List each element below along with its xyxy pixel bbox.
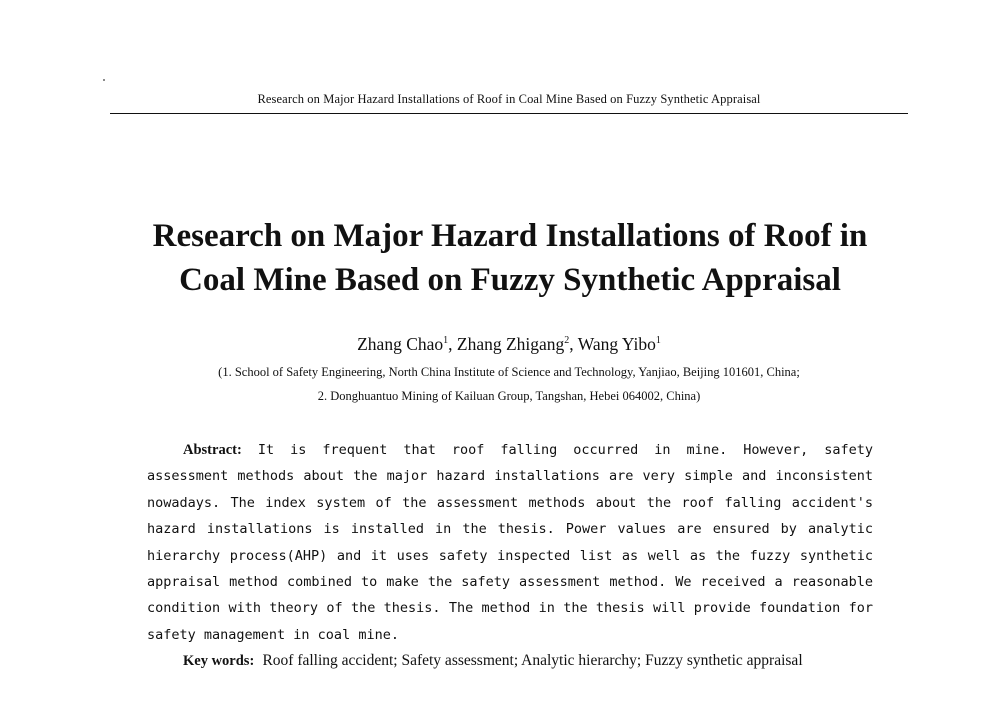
abstract-label: Abstract: — [183, 442, 242, 458]
paper-title — [60, 214, 960, 302]
author-separator: , — [569, 334, 578, 354]
author-name: Zhang Zhigang — [456, 334, 565, 354]
abstract-paragraph — [147, 437, 873, 648]
running-header: Research on Major Hazard Installations of Roof in Coal Mine Based on Fuzzy Synthetic Appraisal — [257, 92, 761, 106]
title-line-2: Coal Mine Based on Fuzzy Synthetic Appraisal — [179, 262, 841, 298]
author-list — [110, 334, 908, 355]
author-affiliation-mark: 1 — [443, 335, 449, 347]
affiliation-2: 2. Donghuantuo Mining of Kailuan Group, Tangshan, Hebei 064002, China) — [317, 389, 701, 403]
scan-speck — [103, 79, 105, 81]
author-name: Zhang Chao — [357, 334, 444, 354]
author-separator: , — [448, 334, 457, 354]
keywords-text: Roof falling accident; Safety assessment; Analytic hierarchy; Fuzzy synthetic appraisal — [262, 652, 803, 670]
title-line-1: Research on Major Hazard Installations of Roof in — [152, 218, 868, 254]
keywords-label: Key words: — [183, 653, 255, 670]
affiliation-1: (1. School of Safety Engineering, North China Institute of Science and Technology, Yanjiao, Beijing 101601, China; — [218, 365, 800, 379]
abstract-text: It is frequent that roof falling occurred in mine. However, safety assessment methods about the major hazard installations are very simple and inconsistent nowadays. The index system of the assessment methods about the roof falling accident's hazard installations is installed in the thesis. Power values are ensured by analytic hierarchy process(AHP) and it uses safety inspected list as well as the fuzzy synthetic appraisal method combined to make the safety assessment method. We received a reasonable condition with theory of the thesis. The method in the thesis will provide foundation for safety management in coal mine. — [147, 442, 873, 643]
abstract-block — [147, 437, 873, 675]
keywords-paragraph — [147, 648, 873, 674]
author-affiliation-mark: 1 — [655, 335, 661, 347]
author-affiliation-mark: 2 — [564, 335, 570, 347]
author-name: Wang Yibo — [577, 334, 656, 354]
header-rule — [110, 113, 908, 114]
